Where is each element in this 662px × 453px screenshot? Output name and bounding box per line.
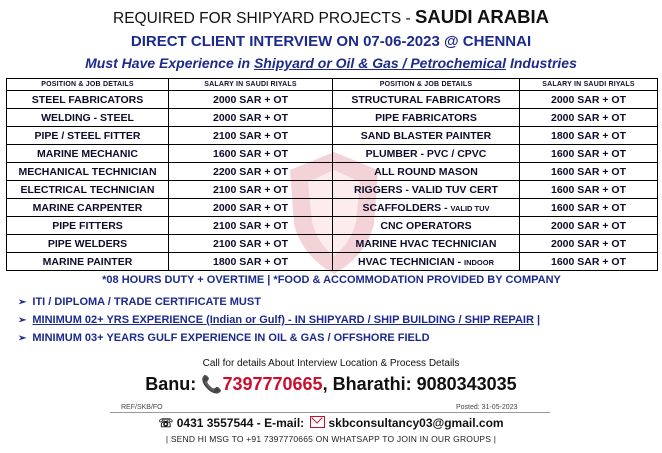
arrow-bullet-icon: ➢ [18,315,27,326]
requirement-suffix: | [533,314,541,326]
position-cell: HVAC TECHNICIAN - INDOOR [333,253,520,271]
landline-number: ☏ 0431 3557544 - E-mail: [158,416,308,430]
table-row [7,127,658,145]
table-row [7,91,658,109]
salary-cell: 1800 SAR + OT [520,127,658,145]
position-cell: MECHANICAL TECHNICIAN [7,163,169,181]
salary-cell: 2000 SAR + OT [520,91,658,109]
table-row [7,235,658,253]
table-row [7,253,658,271]
position-cell: SAND BLASTER PAINTER [333,127,520,145]
reference-code: REF/SKB/FO [121,404,163,411]
whatsapp-note: | SEND HI MSG TO +91 7397770665 ON WHATSAPP TO JOIN IN OUR GROUPS | [165,434,497,444]
salary-cell: 1600 SAR + OT [520,253,658,271]
salary-cell: 2200 SAR + OT [169,163,333,181]
header-salary-right: SALARY IN SAUDI RIYALS [520,79,658,91]
requirement-item [18,314,540,326]
experience-line [0,55,662,71]
position-cell: MARINE MECHANIC [7,145,169,163]
separator: , [322,374,333,394]
position-cell: PLUMBER - PVC / CPVC [333,145,520,163]
table-header-row [7,79,658,91]
position-cell: MARINE PAINTER [7,253,169,271]
jobs-table [6,78,658,271]
position-cell: CNC OPERATORS [333,217,520,235]
header-position-right: POSITION & JOB DETAILS [333,79,520,91]
salary-cell: 2000 SAR + OT [520,217,658,235]
salary-cell: 2100 SAR + OT [169,181,333,199]
title-country: SAUDI ARABIA [415,6,549,27]
position-cell: PIPE FABRICATORS [333,109,520,127]
salary-cell: 2000 SAR + OT [169,199,333,217]
table-row [7,199,658,217]
salary-cell: 2000 SAR + OT [520,109,658,127]
table-row [7,145,658,163]
position-cell: WELDING - STEEL [7,109,169,127]
requirement-text: MINIMUM 03+ YEARS GULF EXPERIENCE IN OIL & GAS / OFFSHORE FIELD [32,332,430,344]
table-row [7,217,658,235]
salary-cell: 2000 SAR + OT [169,91,333,109]
position-cell: PIPE FITTERS [7,217,169,235]
phone-icon: 📞 [201,375,223,394]
experience-suffix: Industries [506,55,577,71]
contact-bharathi[interactable]: Bharathi: 9080343035 [332,374,517,394]
mail-icon [310,416,325,428]
table-row [7,181,658,199]
requirement-item [18,332,430,344]
experience-prefix: Must Have Experience in [85,55,254,71]
duty-footnote: *08 HOURS DUTY + OVERTIME | *FOOD & ACCOMMODATION PROVIDED BY COMPANY [102,274,561,286]
page-title [0,6,662,30]
salary-cell: 2100 SAR + OT [169,217,333,235]
call-for-details: Call for details About Interview Location & Process Details [202,358,460,369]
email-line [0,416,662,430]
arrow-bullet-icon: ➢ [18,333,27,344]
position-cell: ALL ROUND MASON [333,163,520,181]
position-cell: RIGGERS - VALID TUV CERT [333,181,520,199]
position-cell: SCAFFOLDERS - VALID TUV [333,199,520,217]
salary-cell: 2000 SAR + OT [169,109,333,127]
experience-industries: Shipyard or Oil & Gas / Petrochemical [253,55,507,71]
title-prefix: REQUIRED FOR SHIPYARD PROJECTS - [113,10,416,27]
table-row [7,163,658,181]
requirement-text: MINIMUM 02+ YRS EXPERIENCE (Indian or Gulf) - IN SHIPYARD / SHIP BUILDING / SHIP REPAIR [32,314,534,326]
posted-date: Posted: 31-05-2023 [456,404,518,411]
salary-cell: 1600 SAR + OT [520,163,658,181]
position-cell: ELECTRICAL TECHNICIAN [7,181,169,199]
salary-cell: 2100 SAR + OT [169,235,333,253]
salary-cell: 1600 SAR + OT [520,181,658,199]
email-address[interactable]: skbconsultancy03@gmail.com [328,416,504,430]
salary-cell: 1600 SAR + OT [169,145,333,163]
salary-cell: 2000 SAR + OT [520,235,658,253]
phone-line [0,374,662,395]
position-cell: MARINE CARPENTER [7,199,169,217]
requirement-text: ITI / DIPLOMA / TRADE CERTIFICATE MUST [32,296,261,308]
position-cell: PIPE WELDERS [7,235,169,253]
position-cell: STRUCTURAL FABRICATORS [333,91,520,109]
phone-number-banu[interactable]: 7397770665 [222,374,323,394]
salary-cell: 1800 SAR + OT [169,253,333,271]
header-salary-left: SALARY IN SAUDI RIYALS [169,79,333,91]
interview-subtitle: DIRECT CLIENT INTERVIEW ON 07-06-2023 @ CHENNAI [130,33,532,50]
contact-name-banu: Banu: [145,374,202,394]
salary-cell: 1600 SAR + OT [520,199,658,217]
arrow-bullet-icon: ➢ [18,297,27,308]
divider [110,412,550,413]
table-row [7,109,658,127]
salary-cell: 2100 SAR + OT [169,127,333,145]
requirement-item [18,296,261,308]
position-cell: STEEL FABRICATORS [7,91,169,109]
position-cell: MARINE HVAC TECHNICIAN [333,235,520,253]
header-position-left: POSITION & JOB DETAILS [7,79,169,91]
position-cell: PIPE / STEEL FITTER [7,127,169,145]
salary-cell: 1600 SAR + OT [520,145,658,163]
